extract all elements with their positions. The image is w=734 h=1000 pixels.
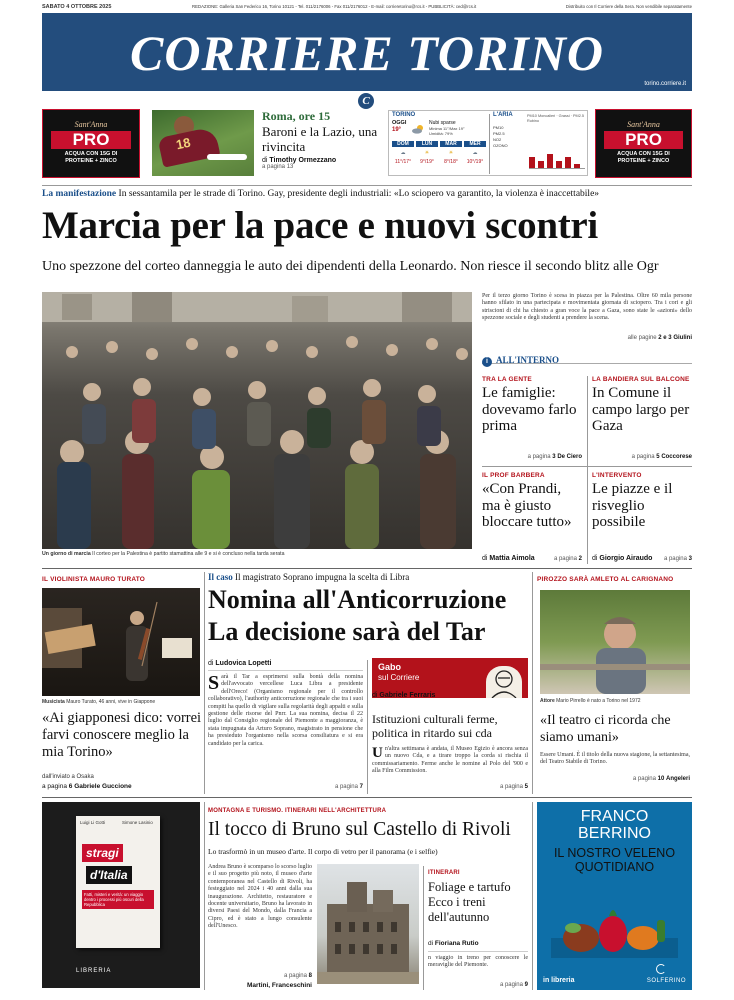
inside-title: In Comune il campo largo per Gaza (592, 385, 690, 434)
inside-item[interactable] (592, 376, 692, 462)
byline-author: Mattia Aimola (489, 555, 535, 562)
foliage-body: n viaggio in treno per conoscere le meraviglie del Piemonte. (428, 955, 528, 969)
promo-brand: Sant'Anna (627, 120, 660, 129)
theatre-page-ref[interactable] (540, 776, 690, 782)
byline-prefix: di (208, 660, 214, 667)
anticorruption-kicker-text: Il magistrato Soprano impugna la scelta di Libra (235, 572, 410, 582)
foliage-kicker: ITINERARI (428, 870, 460, 876)
promo-tagline: ACQUA CON 15G DI PROTEINE + ZINCO (617, 151, 670, 164)
anticorruption-headline-1[interactable]: Nomina all'Anticorruzione (208, 585, 507, 614)
inside-kicker: IL PROF BARBERA (482, 472, 545, 479)
theatre-kicker: PIROZZO SARÀ AMLETO AL CARIGNANO (537, 576, 674, 583)
weather-day (440, 141, 462, 165)
inside-page-ref (664, 556, 692, 562)
page-author: Gabriele Guccione (74, 783, 132, 790)
weather-day-temp: 11°/17° (394, 159, 412, 165)
inside-kicker: TRA LA GENTE (482, 376, 532, 383)
rivoli-body: Andrea Bruno è scomparso lo scorso luglio e il suo progetto più noto, il museo d'arte contemporanea nel Castello di Rivoli, ha festeggiato nel 2024 i 40 anni dalla sua inaugurazione. Architetto, restauratore e docente universitario, Bruno ha lavorato in diversi Paesi del Mondo, dalla Francia a Cipro, ed è stato a lungo consulente dell'Unesco. (208, 864, 312, 930)
violinist-photo (42, 588, 200, 696)
lead-kicker-text: In sessantamila per le strade di Torino. Gay, presidente degli industriali: «Lo sciopero va garantito, la violenza è inaccettabile» (118, 189, 600, 199)
anticorruption-kicker-line (208, 572, 526, 583)
website-link[interactable]: torino.corriere.it (644, 81, 686, 87)
body-text: n'altra settimana è andata, il Museo Egizio è ancora senza un nuovo Cda, e a tirare troppo la corda si rischia il commissariamento. Ferme anche le nomine al Polo del '900 e alla Film Commission. (372, 746, 528, 775)
anticorruption-headline-2[interactable]: La decisione sarà del Tar (208, 617, 486, 646)
weather-day (392, 141, 414, 165)
byline-prefix: di (482, 555, 488, 562)
page-number: 5 (656, 454, 660, 460)
gabo-page-ref[interactable] (372, 784, 528, 790)
promo-left[interactable] (42, 109, 140, 178)
info-circle-icon: i (482, 357, 492, 367)
book-ad[interactable] (42, 802, 200, 988)
sport-kicker: Roma, ore 15 (262, 109, 331, 123)
castle-photo (317, 864, 419, 984)
page-prefix: a pagina (334, 784, 358, 790)
inside-item[interactable] (592, 472, 692, 562)
promo-tagline: ACQUA CON 15G DI PROTEINE + ZINCO (64, 151, 118, 164)
sport-title: Baroni e la Lazio, una rivincita (262, 124, 378, 154)
air-quality-notes: PM10 Moncalieri · Grassi · PM2.5 Rubino (527, 114, 584, 123)
anticorruption-body (208, 674, 363, 748)
weather-day (464, 141, 486, 165)
air-quality-bar (538, 161, 544, 168)
gabo-title: Gabo (378, 662, 402, 672)
air-quality-bar (529, 157, 535, 168)
weather-today-desc: Nubi sparse (429, 120, 456, 126)
inside-item[interactable] (482, 472, 582, 562)
caption-bold: Un giorno di marcia (42, 551, 91, 557)
weather-city: TORINO (392, 112, 416, 118)
sun-icon: ☀ (448, 150, 454, 156)
lead-kicker: La manifestazione (42, 189, 117, 199)
inside-kicker: L'INTERVENTO (592, 472, 642, 479)
inside-label: ALL'INTERNO (496, 355, 560, 365)
foliage-byline (428, 940, 528, 947)
page-prefix: a pagina (42, 783, 67, 790)
byline-author: Fioriana Rutio (434, 940, 479, 947)
book-title-1: stragi (82, 844, 123, 862)
ad-author-last: BERRINO (578, 825, 651, 842)
foliage-title[interactable]: Foliage e tartufo Ecco i treni dell'autunno (428, 880, 511, 924)
actor-photo (540, 590, 690, 694)
weather-day-temp: 8°/18° (444, 159, 458, 165)
air-row-label: PM10 (493, 125, 504, 130)
weather-day-name: DOM (392, 141, 414, 147)
inside-byline (592, 555, 652, 562)
solferino-logo-icon (656, 964, 666, 974)
air-quality-bar (565, 157, 571, 168)
page-number: 8 (308, 973, 312, 979)
page-prefix: a pagina (663, 556, 687, 562)
weather-day-name: LUN (416, 141, 438, 147)
theatre-title[interactable]: «Il teatro ci ricorda che siamo umani» (540, 713, 671, 745)
byline-prefix: di (428, 940, 434, 947)
violinist-kicker: IL VIOLINISTA MAURO TURATO (42, 576, 146, 583)
inside-title: Le famiglie: dovevamo farlo prima (482, 385, 577, 434)
page-number: 2 (578, 556, 582, 562)
air-row-label: NO2 (493, 137, 502, 142)
rivoli-page-ref[interactable] (208, 973, 312, 979)
ad-publisher: SOLFERINO (646, 978, 686, 984)
inside-page-ref (528, 454, 582, 460)
issue-date: SABATO 4 OTTOBRE 2025 (42, 4, 112, 10)
vegetables-illustration (551, 894, 678, 958)
air-row-label: PM2.5 (493, 131, 505, 136)
page-number: 3 (688, 556, 692, 562)
air-quality-bars (529, 151, 585, 169)
newsroom-contacts: REDAZIONE: Galleria San Federico 16, Torino 10121 - Tel. 011/2176006 - Fax 011/2176012 - E-mail: corrieretorino@rcs.it - PUBBLICITÀ: ced@rcs.it (192, 4, 477, 9)
page-number: 7 (359, 784, 363, 790)
sun-icon: ☀ (424, 150, 430, 156)
inside-page-ref (632, 454, 692, 460)
sport-teaser[interactable] (262, 110, 378, 176)
rain-icon: ☁ (400, 150, 406, 156)
page-number: 5 (524, 784, 528, 790)
cloud-icon: ☁ (472, 150, 478, 156)
rivoli-authors (208, 982, 312, 989)
page-author: Coccorese (661, 454, 692, 460)
sport-byline (262, 157, 378, 164)
page-number: 9 (524, 982, 528, 988)
weather-today-label: OGGI (392, 120, 407, 126)
page-prefix: a pagina (553, 556, 577, 562)
lead-kicker-line (42, 189, 692, 200)
byline-prefix: di (372, 692, 378, 699)
gabo-article-title[interactable]: Istituzioni culturali ferme, politica in ritardo sui cda (372, 712, 498, 740)
weather-day (416, 141, 438, 165)
page-prefix: alle pagine (627, 335, 657, 341)
rivoli-subhead: Lo trasformò in un museo d'arte. Il corpo di vetro per il panorama (e i selfie) (208, 847, 438, 856)
inside-page-ref (554, 556, 582, 562)
page-prefix: a pagina (283, 973, 307, 979)
promo-product: PRO (51, 131, 131, 149)
gabo-body (372, 746, 528, 776)
ad-author-first: FRANCO (580, 808, 649, 825)
air-quality-bar (574, 164, 580, 168)
page-author: Angeleri (665, 776, 690, 782)
lead-page-ref[interactable] (482, 335, 692, 341)
page-prefix: a pagina (632, 776, 656, 782)
body-text: arà il Tar a esprimersi sulla bontà della nomina dell'avvocato vercellese Luca Libra a presidente dell'Oreco! (Organismo regionale per il controllo collaborativo), l'authority anticorruzione regionale che tra i suoi compiti ha quello di vigilare sulla regolarità degli appalti e sulla gestione delle risorse del Pnrr. La sua nomina, decisa il 22 luglio dal Consiglio regionale del Piemonte a maggioranza, è stata impugnata da Arturo Soprano, magistrato in pensione che ha presieduto l'organismo nella scorsa consiliatura e si era candidato per la carica. (208, 674, 363, 747)
weather-today-temp: 19° (392, 127, 402, 133)
jersey-number: 18 (174, 134, 192, 153)
anticorruption-page-ref[interactable] (208, 784, 363, 790)
promo-product: PRO (604, 131, 683, 149)
page-number: 6 (68, 783, 73, 790)
book-author: Simone Lasinio (122, 820, 153, 825)
lead-headline[interactable]: Marcia per la pace e nuovi scontri (42, 204, 598, 247)
sport-page-ref: a pagina 13 (262, 164, 294, 170)
ad-store: in libreria (543, 977, 575, 984)
byline-author: Giorgio Airaudo (599, 555, 653, 562)
air-quality-rows (493, 125, 508, 149)
gabo-byline (372, 692, 492, 699)
promo-right[interactable] (595, 109, 692, 178)
page-author: Giulini (673, 335, 692, 341)
byline-author: Ludovica Lopetti (215, 660, 272, 667)
masthead-title[interactable]: CORRIERE TORINO (130, 25, 604, 81)
rivoli-kicker: MONTAGNA E TURISMO. ITINERARI NELL'ARCHITETTURA (208, 808, 387, 814)
theatre-caption (540, 698, 690, 704)
footballer-photo (152, 110, 254, 176)
anticorruption-kicker: Il caso (208, 572, 233, 582)
gabo-sub: sul Corriere (378, 673, 420, 682)
caption-text: Mauro Turato, 46 anni, vive in Giappone (66, 699, 156, 705)
theatre-body: Essere Umani. È il titolo della nuova stagione, la settantesima, del Teatro Stabile di Torino. (540, 752, 690, 766)
book-author: Luigi Li Gotti (80, 820, 106, 825)
weather-day-temp: 9°/19° (420, 159, 434, 165)
book-blurb: Fatti, misteri e verità: un viaggio dentro i processi più oscuri della Repubblica (82, 890, 154, 909)
violinist-caption (42, 699, 202, 705)
air-quality-bar (547, 154, 553, 168)
distribution-notice: Distribuito con Il Corriere della Sera. Non vendibile separatamente (565, 4, 692, 9)
inside-title: «Con Prandi, ma è giusto bloccare tutto» (482, 481, 572, 530)
cloud-sun-icon (411, 121, 425, 131)
violinist-title[interactable]: «Ai giapponesi dico: vorrei farvi conoscere meglio la mia Torino» (42, 710, 202, 760)
byline-author: Gabriele Ferraris (379, 692, 436, 699)
inside-item[interactable] (482, 376, 582, 462)
foliage-page-ref[interactable] (428, 982, 528, 988)
caption-text: Il corteo per la Palestina è partito stamattina alle 9 e si è concluso nella tarda serata (92, 551, 285, 557)
weather-day-temp: 10°/19° (466, 159, 484, 165)
page-number: 10 (657, 776, 665, 782)
weather-day-name: MER (464, 141, 486, 147)
page-author: De Ciero (557, 454, 582, 460)
air-row-label: OZONO (493, 143, 508, 148)
berrino-book-ad[interactable] (537, 802, 692, 990)
book-publisher: LIBRERIA (76, 968, 112, 974)
air-quality-bar (556, 161, 562, 168)
book-title-2: d'Italia (86, 866, 132, 884)
corriere-logo-icon: C (358, 93, 374, 109)
page-prefix: a pagina (499, 982, 523, 988)
dropcap: U (372, 745, 383, 761)
inside-kicker: LA BANDIERA SUL BALCONE (592, 376, 690, 383)
lead-subhead: Uno spezzone del corteo danneggia le auto dei dipendenti della Leonardo. Non riesce il secondo blitz alle Ogr (42, 259, 659, 274)
anticorruption-byline (208, 660, 368, 667)
lead-body: Per il terzo giorno Torino è scesa in piazza per la Palestina. Oltre 60 mila persone hanno sfilato in una partecipata e movimentata giornata di sciopero. Tra i cori e gli striscioni di chi ha chiesto a gran voce la pace a Gaza, sono state le «azioni» dello spezzone sociale e degli studenti a prendere la scena. (482, 293, 692, 322)
weather-today-details: Minima 11°/Max 19° Umidità: 79% (429, 126, 465, 136)
inside-byline (482, 555, 535, 562)
byline-prefix: di (592, 555, 598, 562)
rivoli-headline[interactable]: Il tocco di Bruno sul Castello di Rivoli (208, 819, 511, 840)
photo-caption (42, 551, 472, 557)
byline-author: Martini, Franceschini (246, 982, 312, 989)
caption-bold: Attore (540, 698, 555, 704)
inside-header (482, 350, 692, 364)
book-cover (76, 816, 160, 948)
byline-prefix: di (262, 157, 268, 164)
dropcap: S (208, 672, 220, 694)
promo-brand: Sant'Anna (74, 120, 108, 129)
page-prefix: a pagina (499, 784, 523, 790)
masthead (42, 13, 692, 91)
ad-book-title: IL NOSTRO VELENO QUOTIDIANO (553, 846, 676, 874)
page-prefix: a pagina (527, 454, 551, 460)
air-quality-title: L'ARIA (493, 112, 513, 118)
page-number: 2 e 3 (658, 335, 672, 341)
page-number: 3 (552, 454, 556, 460)
weather-box (388, 110, 588, 176)
byline-author: Timothy Ormezzano (269, 157, 337, 164)
violinist-page-ref[interactable] (42, 783, 202, 790)
caption-bold: Musicista (42, 699, 65, 705)
caption-text: Mario Pirrello è nato a Torino nel 1972 (556, 698, 641, 704)
march-crowd-photo (42, 292, 472, 549)
page-prefix: a pagina (631, 454, 655, 460)
top-info-bar (42, 4, 692, 12)
violinist-sub: dall'inviato a Osaka (42, 774, 94, 780)
inside-title: Le piazze e il risveglio possibile (592, 481, 673, 530)
weather-day-name: MAR (440, 141, 462, 147)
